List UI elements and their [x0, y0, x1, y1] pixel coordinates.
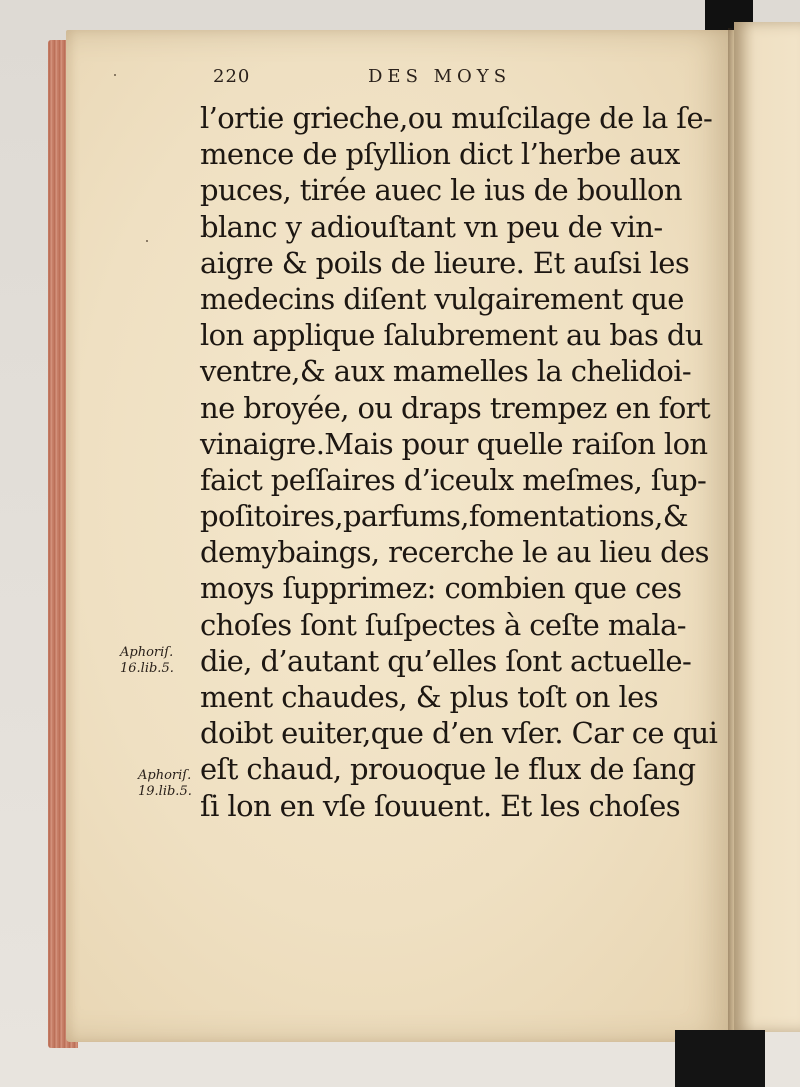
text-line: vinaigre.Mais pour quelle raiſon lon — [200, 426, 708, 461]
text-line: puces, tirée auec le ius de boullon — [200, 173, 682, 208]
text-line: ventre,& aux mamelles la chelidoi- — [200, 354, 692, 389]
paper-speck — [146, 240, 148, 242]
running-title: DES MOYS — [368, 66, 512, 87]
marginal-note-line: 19.lib.5. — [138, 784, 192, 799]
text-line: die, d’autant qu’elles ſont actuelle- — [200, 643, 692, 678]
text-line: moys ſupprimez: combien que ces — [200, 571, 682, 606]
text-line: poſitoires,parfums,fomentations,& — [200, 499, 688, 534]
text-line: lon applique ſalubrement au bas du — [200, 318, 703, 353]
text-line: ment chaudes, & plus toſt on les — [200, 680, 658, 714]
page-header — [0, 66, 800, 92]
page-number: 220 — [213, 66, 251, 87]
text-line: ſi lon en vſe ſouuent. Et les choſes — [200, 788, 681, 823]
text-line: eſt chaud, prouoque le flux de ſang — [200, 752, 696, 787]
marginal-note-line: 16.lib.5. — [120, 661, 174, 676]
text-line: choſes ſont ſuſpectes à ceſte mala- — [200, 607, 686, 642]
right-page — [734, 22, 800, 1032]
text-line: mence de pſyllion dict l’herbe aux — [200, 137, 680, 172]
paper-speck — [114, 74, 116, 76]
text-line: faict peſſaires d’iceulx meſmes, ſup- — [200, 462, 707, 497]
marginal-note-line: Aphoriſ. — [138, 768, 192, 783]
marginal-note-line: Aphoriſ. — [120, 645, 174, 660]
text-line: aigre & poils de lieure. Et auſsi les — [200, 245, 690, 280]
text-line: blanc y adiouſtant vn peu de vin- — [200, 209, 663, 244]
text-line: l’ortie grieche,ou muſcilage de la ſe- — [200, 101, 713, 135]
body-text — [200, 100, 718, 824]
bottom-ribbon-marker — [675, 1030, 765, 1087]
text-line: demybaings, recerche le au lieu des — [200, 535, 709, 570]
text-line: doibt euiter,que d’en vſer. Car ce qui — [200, 716, 718, 751]
text-line: medecins diſent vulgairement que — [200, 281, 684, 316]
marginal-note — [120, 645, 174, 677]
book-gutter — [728, 28, 734, 1038]
text-line: ne broyée, ou draps trempez en fort — [200, 390, 710, 425]
marginal-note — [138, 768, 192, 800]
